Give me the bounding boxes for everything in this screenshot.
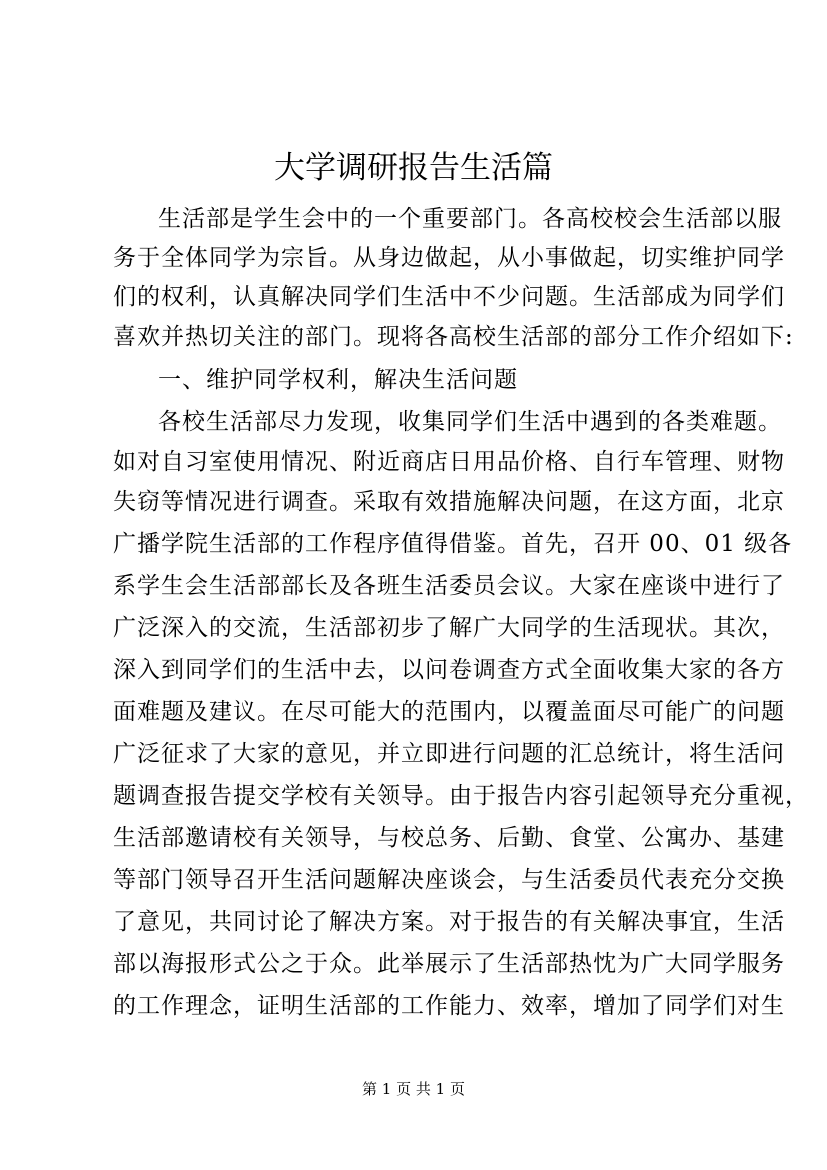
paragraph-line-12: 深入到同学们的生活中去，以问卷调查方式全面收集大家的各方 [113,657,785,683]
paragraph-line-17: 等部门领导召开生活问题解决座谈会，与生活委员代表充分交换 [113,867,785,893]
paragraph-line-15: 题调查报告提交学校有关领导。由于报告内容引起领导充分重视， [113,783,809,809]
paragraph-line-13: 面难题及建议。在尽可能大的范围内，以覆盖面尽可能广的问题 [113,699,785,725]
paragraph-line-2: 务于全体同学为宗旨。从身边做起，从小事做起，切实维护同学 [113,245,785,271]
paragraph-line-4: 喜欢并热切关注的部门。现将各高校生活部的部分工作介绍如下: [113,324,794,350]
document-title: 大学调研报告生活篇 [274,150,553,186]
paragraph-line-16: 生活部邀请校有关领导，与校总务、后勤、食堂、公寓办、基建 [113,825,785,851]
paragraph-line-8: 失窃等情况进行调查。采取有效措施解决问题，在这方面，北京 [113,489,785,515]
paragraph-line-11: 广泛深入的交流，生活部初步了解广大同学的生活现状。其次， [113,615,785,641]
paragraph-line-18: 了意见，共同讨论了解决方案。对于报告的有关解决事宜，生活 [113,909,785,935]
paragraph-line-3: 们的权利，认真解决同学们生活中不少问题。生活部成为同学们 [113,284,785,310]
paragraph-line-19: 部以海报形式公之于众。此举展示了生活部热忱为广大同学服务 [113,951,785,977]
page-footer: 第 1 页 共 1 页 [362,1080,465,1098]
paragraph-line-20: 的工作理念，证明生活部的工作能力、效率，增加了同学们对生 [113,993,785,1019]
paragraph-line-14: 广泛征求了大家的意见，并立即进行问题的汇总统计，将生活问 [113,741,785,767]
paragraph-line-9: 广播学院生活部的工作程序值得借鉴。首先，召开 00、01 级各 [113,531,793,557]
paragraph-line-10: 系学生会生活部部长及各班生活委员会议。大家在座谈中进行了 [113,573,785,599]
paragraph-line-7: 如对自习室使用情况、附近商店日用品价格、自行车管理、财物 [113,449,785,475]
paragraph-line-1: 生活部是学生会中的一个重要部门。各高校校会生活部以服 [158,206,782,232]
paragraph-line-6: 各校生活部尽力发现，收集同学们生活中遇到的各类难题。 [158,409,782,435]
section-heading: 一、维护同学权利，解决生活问题 [158,367,518,393]
